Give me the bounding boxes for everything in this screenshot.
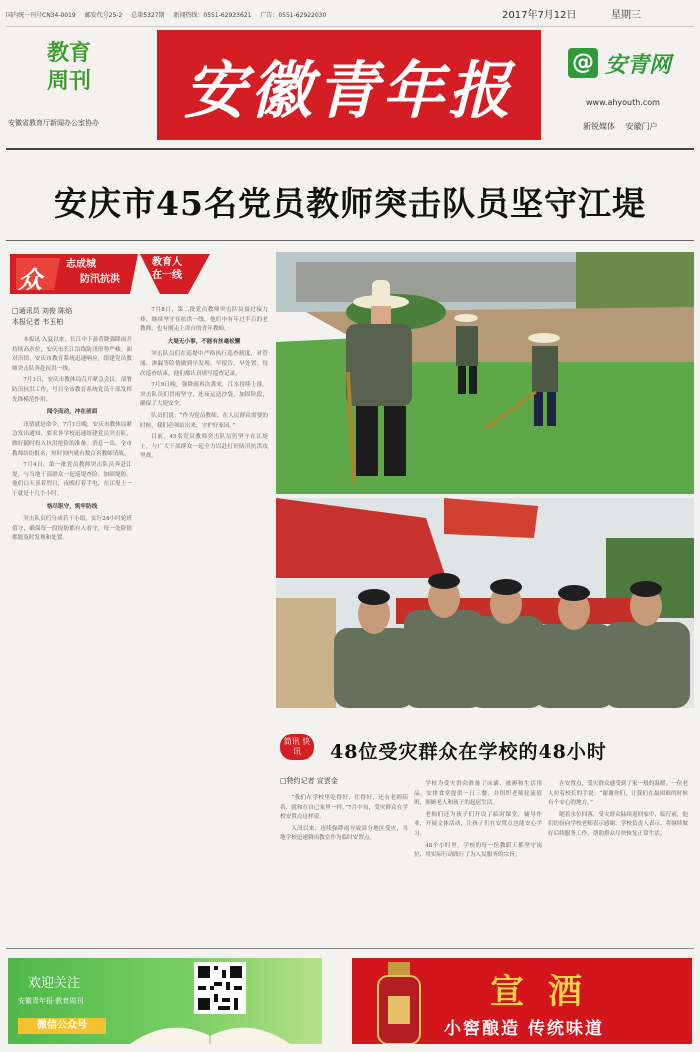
publication-info bbox=[6, 6, 333, 26]
liquor-ad[interactable] bbox=[352, 958, 692, 1044]
paragraph: 突击队员们分成若干小组，实行24小时轮班值守，确保每一段堤防都有人看守，每一处险情都能及时发现和处置。 bbox=[12, 516, 132, 542]
paragraph: 学校为受灾群众准备了床铺、被褥和生活用品，安排食堂提供一日三餐，并组织老师轮流值班，照顾老人和孩子的起居生活。 bbox=[414, 781, 542, 807]
issue-date: 2017年7月12日 bbox=[502, 10, 577, 21]
sub-article-column-3 bbox=[548, 780, 688, 934]
article-column-2 bbox=[140, 306, 268, 930]
subhead: 闻令而动，冲在前面 bbox=[46, 409, 98, 416]
article-column-1 bbox=[12, 336, 132, 930]
paragraph: 队员们说：“作为党员教师，在人民群众需要的时候，我们必须站出来，守护好家园。” bbox=[140, 412, 268, 429]
tagline-1: 新锐媒体 bbox=[583, 122, 615, 131]
tag-line-2: 防汛抗洪 bbox=[80, 274, 120, 285]
sub-article-tag: 简讯 快讯 bbox=[280, 734, 314, 760]
masthead-divider bbox=[6, 148, 694, 150]
tag-big-char: 众 bbox=[18, 265, 42, 294]
paragraph: 在安置点，受灾群众感受到了家一般的温暖。一位老人拉着校长的手说：“谢谢你们，让我们在最困难的时候有个安心的地方。” bbox=[548, 781, 688, 807]
masthead-banner bbox=[157, 30, 541, 140]
paragraph: 7月9日晚，强降雨再次袭来，江水持续上涨。突击队员们冒雨坚守，连夜运送沙袋，加固险段，确保了大堤安全。 bbox=[140, 382, 268, 408]
supplement-line-2: 周刊 bbox=[46, 69, 91, 94]
headline-divider bbox=[6, 240, 694, 241]
paragraph: 老师们还为孩子们开设了临时课堂，辅导作业，开展文体活动，让孩子们在安置点也能安心学习。 bbox=[414, 811, 542, 837]
issue-number-text: 总第5327期 bbox=[131, 12, 165, 19]
byline-reporter: 本报记者 韦玉柏 bbox=[12, 318, 64, 326]
paragraph: 7月4日，第一批党员教师突击队员奔赴江堤，与当地干部群众一起巡堤查险、加固堤防。他们白天顶着烈日，夜晚打着手电，在江堤上一干就是十几个小时。 bbox=[12, 462, 132, 497]
paragraph: 入汛以来，连续强降雨导致部分地区受灾，当地学校迅速腾出教室作为临时安置点。 bbox=[280, 825, 408, 842]
sub-article-column-1 bbox=[280, 794, 408, 934]
hotline-text: 新闻热线：0551-62923621 bbox=[173, 12, 252, 19]
issn-text: 国内统一刊号CN34-0019 bbox=[6, 12, 76, 19]
footer-divider bbox=[6, 948, 694, 949]
sub-article-column-2 bbox=[414, 780, 542, 934]
education-weekly-label bbox=[36, 40, 102, 96]
liquor-bottle-icon bbox=[360, 962, 440, 1044]
subhead: 恪尽职守，筑牢防线 bbox=[46, 503, 98, 510]
paragraph: 本报讯 入夏以来，长江中下游普降强降雨并持续高水位，安庆市长江沿线防汛形势严峻。面对汛情，安庆市教育系统迅速响应，组建党员教师突击队奔赴抗洪一线。 bbox=[12, 337, 132, 372]
newspaper-title: 安徽青年报 bbox=[183, 53, 514, 127]
tagline-2: 安徽门户 bbox=[625, 122, 658, 131]
paragraph: 目前，45名党员教师突击队员仍坚守在江堤上，与广大干部群众一起全力以赴打好防汛抗洪攻坚战。 bbox=[140, 434, 268, 460]
ad-phone-text: 广告：0551-62922030 bbox=[260, 12, 327, 19]
liquor-slogan: 小窖酿造 传统味道 bbox=[444, 1019, 604, 1039]
paragraph: 7月1日，安庆市教体局召开紧急会议，部署防汛抗洪工作，号召全市教育系统党员干部发挥先锋模范作用。 bbox=[12, 377, 132, 403]
tag-side bbox=[150, 256, 184, 282]
paragraph: 突击队员们在巡堤中严格执行巡查制度，对管涌、渗漏等险情做到早发现、早报告、早处置。每次巡查结束，他们都认真填写巡查记录。 bbox=[140, 351, 268, 377]
liquor-brand-name: 宣酒 bbox=[490, 972, 606, 1012]
ad-account-name: 安徽青年报·教育周刊 bbox=[18, 997, 84, 1005]
paragraph: 随着水位回落，受灾群众陆续返回家中，临行前，他们纷纷向学校老师表示感谢。学校负责人表示，将继续做好后续服务工作，帮助群众尽快恢复正常生活。 bbox=[548, 811, 688, 837]
wechat-account-button[interactable]: 微信公众号 bbox=[18, 1018, 106, 1034]
sub-article-headline[interactable]: 48位受灾群众在学校的48小时 bbox=[330, 741, 607, 763]
site-url[interactable]: www.ahyouth.com bbox=[586, 98, 660, 107]
paragraph: 汛情就是命令。7月1日晚，安庆市教体局紧急发出通知，要求各学校迅速组建党员突击队，做好随时投入抗洪抢险的准备。消息一出，全市教师纷纷报名，短时间内就有数百名教师请战。 bbox=[12, 421, 132, 457]
ad-follow-text: 欢迎关注 bbox=[28, 976, 81, 991]
subhead: 大堤无小事，不能有丝毫松懈 bbox=[167, 338, 241, 345]
supplement-line-1: 教育 bbox=[46, 41, 91, 66]
book-icon bbox=[120, 1006, 300, 1044]
issue-weekday: 星期三 bbox=[611, 10, 641, 21]
wechat-follow-ad[interactable] bbox=[8, 958, 322, 1044]
tag-side-2: 在一线 bbox=[152, 270, 182, 281]
byline-correspondents: □通讯员 刘俊 陈焰 bbox=[12, 307, 73, 315]
site-logo[interactable] bbox=[563, 46, 693, 80]
postal-code-text: 邮发代号25-2 bbox=[84, 12, 123, 19]
photo-teacher-group[interactable] bbox=[276, 498, 694, 708]
paragraph: 7月8日，第二批党员教师突击队员接过接力棒，继续坚守在抗洪一线。他们中有年过半百的老教师，也有刚走上讲台的青年教师。 bbox=[140, 307, 268, 333]
paragraph: 48个小时里，学校的每一位教职工都坚守岗位，用实际行动践行了为人民服务的宗旨。 bbox=[414, 842, 542, 859]
paragraph: “我们在学校里吃得好、住得好，还有老师陪着，就和在自己家里一样。”7月中旬，受灾群众在学校安置点这样说。 bbox=[280, 795, 408, 821]
main-headline[interactable]: 安庆市45名党员教师突击队员坚守江堤 bbox=[54, 184, 646, 223]
at-icon: @ bbox=[568, 48, 598, 78]
tag-line-1: 志成城 bbox=[66, 259, 96, 270]
tag-side-1: 教育人 bbox=[152, 257, 182, 268]
site-logo-text: 安青网 bbox=[605, 52, 672, 78]
organizer-text: 安徽省教育厅新闻办公室协办 bbox=[8, 119, 99, 127]
photo-embankment-work[interactable] bbox=[276, 252, 694, 494]
site-tagline bbox=[583, 121, 666, 132]
top-info-strip bbox=[6, 6, 694, 27]
section-tag-banner bbox=[10, 250, 210, 298]
sub-article-byline: □特约记者 宣雲金 bbox=[280, 777, 338, 785]
